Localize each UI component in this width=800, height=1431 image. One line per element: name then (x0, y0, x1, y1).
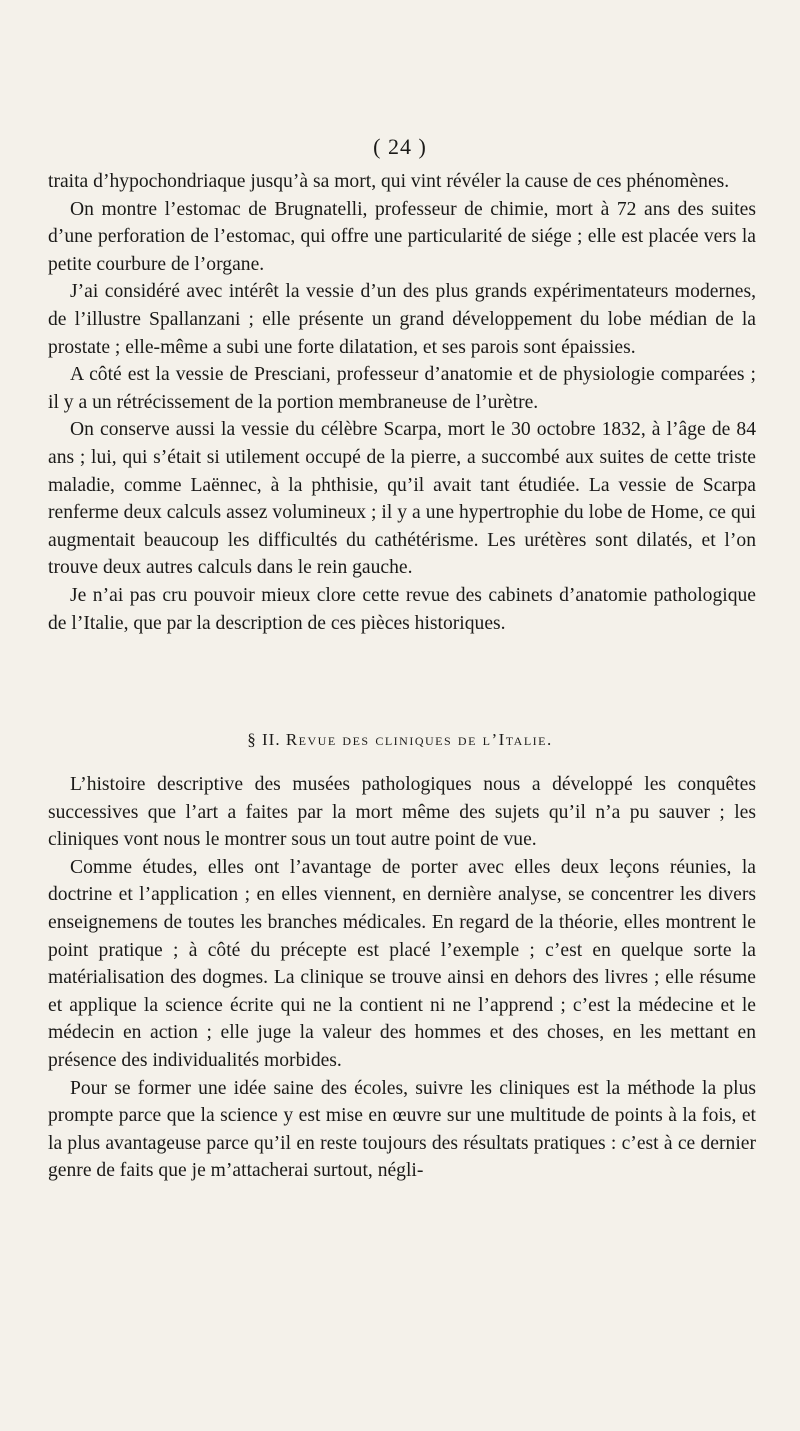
section-number: § II. (247, 730, 281, 749)
paragraph: J’ai considéré avec intérêt la vessie d’un des plus grands expérimentateurs modernes, de l’illustre Spallanzani ; elle présente un grand développement du lobe médian de la prostate ; elle-même a subi une forte dilatation, et ses parois sont épaissies. (48, 281, 756, 358)
paragraph: Je n’ai pas cru pouvoir mieux clore cette revue des cabinets d’anatomie pathologique de l’Italie, que par la description de ces pièces historiques. (48, 584, 756, 634)
section-heading (0, 730, 800, 750)
paragraph: traita d’hypochondriaque jusqu’à sa mort, qui vint révéler la cause de ces phénomènes. (48, 171, 730, 192)
paragraph: On montre l’estomac de Brugnatelli, professeur de chimie, mort à 72 ans des suites d’une perforation de l’estomac, qui offre une particularité de siége ; elle est placée vers la petite courbure de l’organe. (48, 198, 756, 275)
paragraph: A côté est la vessie de Presciani, professeur d’anatomie et de physiologie comparées ; il y a un rétrécissement de la portion membraneuse de l’urètre. (48, 364, 756, 413)
paragraph: Pour se former une idée saine des écoles, suivre les cliniques est la méthode la plus prompte parce que la science y est mise en œuvre sur une multitude de points à la fois, et la plus avantageuse parce qu’il en reste toujours des résultats pratiques : c’est à ce dernier genre de faits que je m’attacherai surtout, négli- (48, 1077, 756, 1182)
paragraph: L’histoire descriptive des musées pathologiques nous a développé les conquêtes successives que l’art a faites par la mort même des sujets qu’il n’a pu sauver ; les cliniques vont nous le montrer sous un tout autre point de vue. (48, 774, 756, 851)
text-block-after-section (48, 771, 756, 1185)
section-title: Revue des cliniques de l’Italie. (285, 730, 553, 749)
page-number: ( 24 ) (373, 134, 427, 159)
text-block-before-section (48, 168, 756, 637)
paragraph: Comme études, elles ont l’avantage de porter avec elles deux leçons réunies, la doctrine et l’application ; en elles viennent, en dernière analyse, se concentrer les divers enseignemens de toutes les branches médicales. En regard de la théorie, elles montrent le point pratique ; à côté du précepte est placé l’exemple ; c’est en quelque sorte la matérialisation des dogmes. La clinique se trouve ainsi en dehors des livres ; elle résume et applique la science écrite qui ne la contient ni ne l’apprend ; c’est la médecine et le médecin en action ; elle juge la valeur des hommes et des choses, en les mettant en présence des individualités morbides. (48, 856, 756, 1071)
paragraph: On conserve aussi la vessie du célèbre Scarpa, mort le 30 octobre 1832, à l’âge de 84 ans ; lui, qui s’était si utilement occupé de la pierre, a succombé aux suites de cette triste maladie, comme Laënnec, à la phthisie, qu’il avait tant étudiée. La vessie de Scarpa renferme deux calculs assez volumineux ; il y a une hypertrophie du lobe de Home, ce qui augmentait beaucoup les difficultés du cathétérisme. Les urétères sont dilatés, et l’on trouve deux autres calculs dans le rein gauche. (48, 419, 756, 579)
